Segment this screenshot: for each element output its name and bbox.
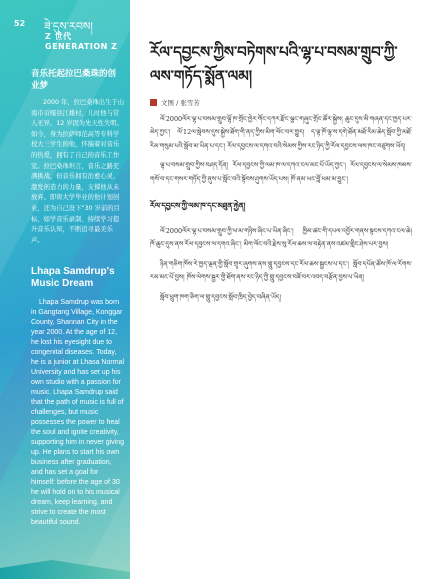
byline-square-icon	[150, 99, 157, 106]
article-main	[150, 40, 412, 304]
sidebar-summary	[31, 68, 124, 528]
chinese-summary: 2000 年，拉巴桑珠出生于山南市贡嘎县江雄村，儿时他与常人无异，12 岁因为先天性失明。如今，身为拉萨师范高等专科学校大三学生的他，怀揣着对音乐的热爱，拥有了自己的音乐工作室。拉巴桑珠坦言，音乐之路充满挑战，但音乐拥有治愈心灵、激发创造力的力量，支撑他从未放弃。即将大学毕业的他计划创业，还为自己设下“30 岁前的目标，如学音乐录制、持续学习提升音乐认知，不断追寻最美乐声。	[31, 99, 124, 244]
page-number: 52	[14, 19, 26, 28]
left-sidebar	[0, 0, 130, 579]
byline-text: 文图 / 张雪芳	[161, 99, 200, 107]
article-paragraph: ལོ་2000ལོར་ལྷ་པ་བསམ་གྲུབ་ཀྱི་ཕ་མ་གཉིས་ཞིང་པ་ཡིན་ཞིང་། ཁྱིམ་ཚང་གི་དཔལ་འབྱོར་གནས་སྟངས་དཀའ་ངལ་ཆེ། ཁོ་ཆུང་དུས་ནས་རོལ་དབྱངས་ལ་དགའ་ཞིང་། མིག་ལོང་བའི་རྗེས་སུ་རོལ་ཆས་ལ་བརྟེན་ནས་འཛམ་གླིང་ཤེས་པར་བྱས།	[150, 227, 412, 249]
english-title: Lhapa Samdrup's Music Dream	[31, 266, 115, 290]
section-title: Z 世代 GENERATION Z	[45, 32, 118, 51]
byline	[150, 98, 412, 107]
article-subheading: རོལ་དབྱངས་ཀྱི་ལམ་ཁ་དང་མཐུན་རྐྱེན།	[150, 201, 246, 211]
chinese-title: 音乐托起拉巴桑珠的创业梦	[31, 69, 117, 91]
article-paragraph: ལྷ་པ་བསམ་གྲུབ་ཀྱིས་བཤད་དོན། རོལ་དབྱངས་ཀྱི་ལམ་ཁ་ལ་དཀའ་ངལ་མང་པོ་ཡོད་ཀྱང་། རོལ་དབྱངས་ལ་སེམས་ཁམས་གསོ་བ་དང་གསར་གཏོད་ཀྱི་ནུས་པ་སློང་བའི་སྟོབས་ཤུགས་ཡོད་པས། ཁོ་ནམ་ཡང་བློ་ཕམ་མ་བྱུང་།	[150, 161, 412, 183]
article-paragraph: ཉིན་གཅིག་ཁོས་རེ་ཁྱད་ལྡན་གྱི་སློབ་གྲྭར་ཞུགས་ནས་གླུ་དབྱངས་དང་རོལ་ཆས་སྦྱངས་པ་དང་། སློབ་དཔོན་ཚོས་ཁོ་ལ་རོགས་རམ་མང་པོ་བྱས། ཁོས་ལེགས་སྦྱར་གྱི་ཐོག་ནས་རང་ཉིད་ཀྱི་གླུ་དབྱངས་བཟོ་བར་འབད་བརྩོན་བྱས་པ་ཡིན།	[150, 259, 412, 282]
english-summary: Lhapa Samdrup was born in Gangtang Village, Konggar County, Shannan City in the year 2000. At the age of 12, he lost his eyesight due to congenital diseases. Today, he is a junior at Lhasa Normal University and has set up his own studio with a passion for music. Lhapa Samdrup said that the path of music is full of challenges, but music possesses the power to heal the soul and ignite creativity, supporting him in never giving up. He plans to start his own business after graduation, and has set a goal for himself: before the age of 30 he will hold on to his musical dream, keep learning, and strive to create the most beautiful sound.	[31, 299, 124, 527]
article-paragraph: སློབ་ཕྲུག་ཁག་ཅིག་ལ་གླུ་དབྱངས་སློབ་ཁྲིད་བྱེད་བཞིན་ཡོད།	[160, 292, 281, 301]
article-title: རོལ་དབྱངས་ཀྱིས་བཏེགས་པའི་ལྷ་པ་བསམ་གྲུབ་ཀྱི་ལས་གཏོད་སྨོན་ལམ།	[150, 43, 398, 85]
article-paragraph: ལོ་2000ལོར་ལྷ་པ་བསམ་གྲུབ་ལྷོ་ཁ་གྲོང་ཁྱེར་གོང་དཀར་རྫོང་ལྕང་གཞུང་གྲོང་ཚོར་སྐྱེས། ཆུང་དུས་མི་གཞན་དང་ཁྱད་པར་མེད་ཀྱང་། ལོ་12ལ་སླེབས་དུས་སྐྱེས་ཐོག་གི་ནད་ཀྱིས་མིག་ལོང་བར་གྱུར། ད་ལྟ་ཁོ་ལྷ་ས་དགེ་ཐོན་མཐོ་རིམ་ཆེད་སློབ་ཀྱི་མཐོ་རིམ་གསུམ་པའི་སློབ་མ་ཡིན་པ་དང་། རོལ་དབྱངས་ལ་དགའ་བའི་སེམས་ཀྱིས་རང་ཉིད་ཀྱི་རོལ་དབྱངས་ལས་ཁང་བཙུགས་ཡོད།	[150, 115, 412, 150]
section-title-tibetan: ཟེ་དུས་རབས།	[44, 20, 93, 33]
